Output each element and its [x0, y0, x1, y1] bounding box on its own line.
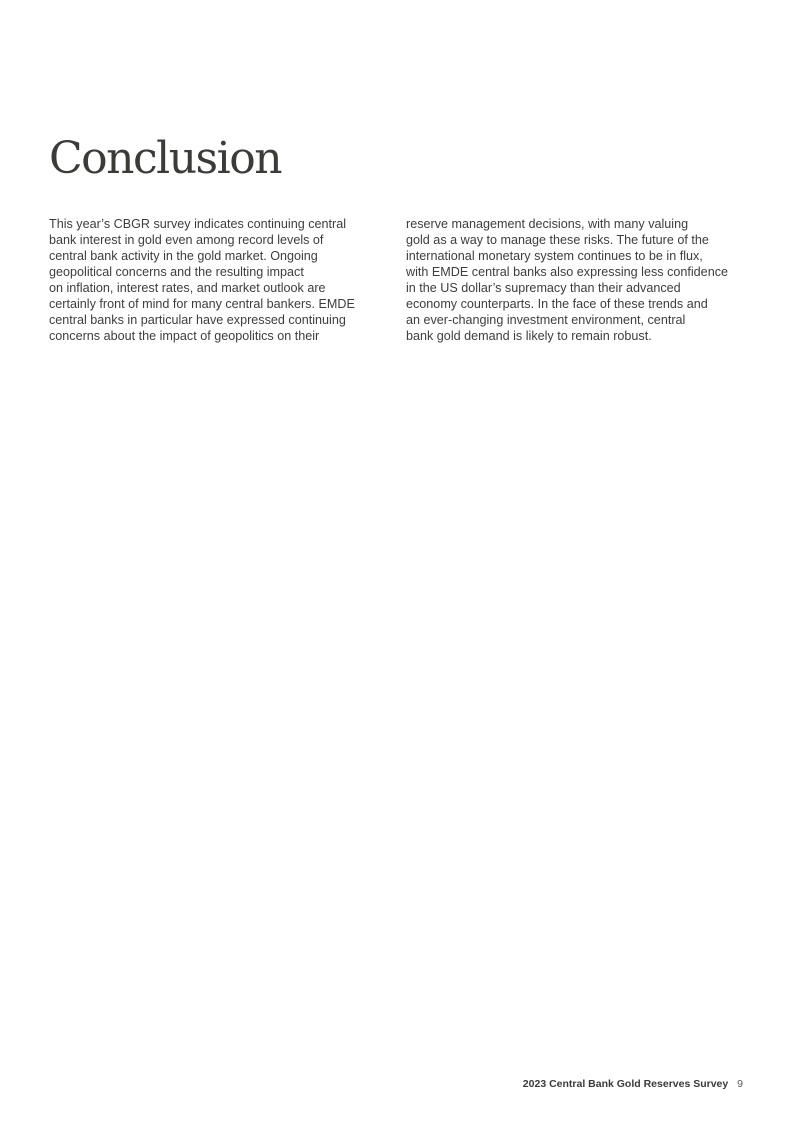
body-text-line: an ever-changing investment environment, central [406, 313, 686, 327]
body-text-left-column [49, 216, 381, 344]
body-text-line: reserve management decisions, with many valuing [406, 217, 689, 231]
body-text-line: bank gold demand is likely to remain robust. [406, 329, 652, 343]
body-text-line: in the US dollar’s supremacy than their advanced [406, 281, 681, 295]
body-text-line: bank interest in gold even among record levels of [49, 233, 324, 247]
body-text-line: central banks in particular have expressed continuing [49, 313, 346, 327]
body-text-line: central bank activity in the gold market. Ongoing [49, 249, 318, 263]
body-text-line: with EMDE central banks also expressing less confidence [406, 265, 728, 279]
page-number: 9 [737, 1078, 743, 1090]
body-text-line: economy counterparts. In the face of these trends and [406, 297, 708, 311]
body-text-line: geopolitical concerns and the resulting impact [49, 265, 304, 279]
page-footer [523, 1077, 743, 1091]
page-title: Conclusion [49, 133, 282, 184]
body-text-line: concerns about the impact of geopolitics on their [49, 329, 320, 343]
footer-document-title: 2023 Central Bank Gold Reserves Survey [522, 1078, 729, 1090]
body-text-line: international monetary system continues to be in flux, [406, 249, 703, 263]
body-text-line: on inflation, interest rates, and market outlook are [49, 281, 326, 295]
body-text-line: certainly front of mind for many central bankers. EMDE [49, 297, 355, 311]
body-text-right-column [406, 216, 751, 344]
body-text-line: This year’s CBGR survey indicates continuing central [49, 217, 347, 231]
body-text-line: gold as a way to manage these risks. The future of the [406, 233, 709, 247]
